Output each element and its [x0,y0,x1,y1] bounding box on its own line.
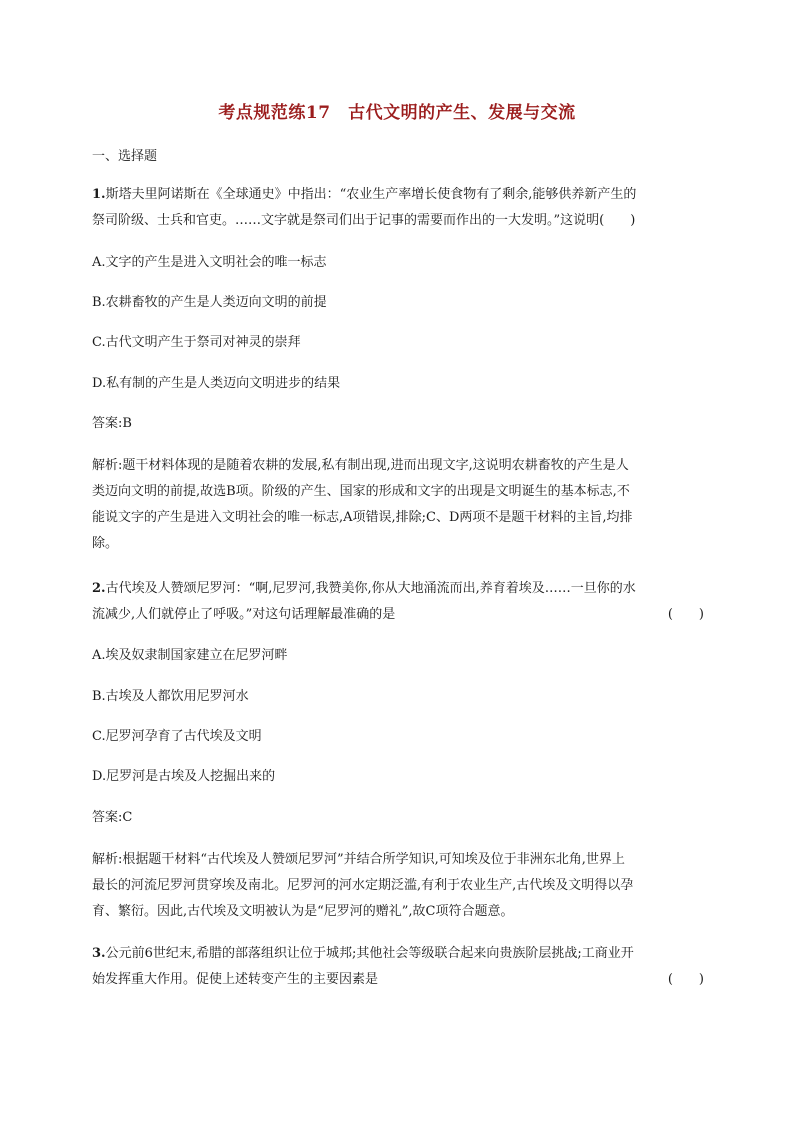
option-1c: C.古代文明产生于祭司对神灵的崇拜 [92,335,301,350]
question-1-stem-line-1: 1.斯塔夫里阿诺斯在《全球通史》中指出：“农业生产率增长使食物有了剩余,能够供养新产生的 [92,187,637,202]
option-2c: C.尼罗河孕育了古代埃及文明 [92,729,262,744]
option-1a: A.文字的产生是进入文明社会的唯一标志 [92,255,327,270]
option-1d: D.私有制的产生是人类迈向文明进步的结果 [92,376,341,391]
answer-1: 答案:B [92,416,132,431]
question-2 [92,576,704,628]
question-3-stem-line-1: 3.公元前6世纪末,希腊的部落组织让位于城邦;其他社会等级联合起来向贵族阶层挑战;工商业开 [92,946,634,961]
question-2-stem-line-1: 2.古代埃及人赞颂尼罗河：“啊,尼罗河,我赞美你,你从大地涌流而出,养育着埃及……一旦你的水 [92,581,636,596]
question-number: 2. [92,581,106,596]
answer-paren: ( ) [667,607,704,622]
question-number: 3. [92,946,106,961]
answer-2: 答案:C [92,810,133,825]
question-3 [92,941,704,993]
page-title: 考点规范练17 古代文明的产生、发展与交流 [218,103,576,123]
section-heading: 一、选择题 [92,149,158,164]
analysis-2: 解析:根据题干材料“古代埃及人赞颂尼罗河”并结合所学知识,可知埃及位于非洲东北角,世界上 最长的河流尼罗河贯穿埃及南北。尼罗河的河水定期泛滥,有利于农业生产,古代埃及文明得以孕 育、繁衍。因此,古代埃及文明被认为是“尼罗河的赠礼”,故C项符合题意。 [92,852,634,919]
option-2b: B.古埃及人都饮用尼罗河水 [92,689,249,704]
question-1 [92,182,704,234]
option-1b: B.农耕畜牧的产生是人类迈向文明的前提 [92,295,327,310]
question-number: 1. [92,187,106,202]
analysis-1: 解析:题干材料体现的是随着农耕的发展,私有制出现,进而出现文字,这说明农耕畜牧的产生是人 类迈向文明的前提,故选B项。阶级的产生、国家的形成和文字的出现是文明诞生的基本标志,不 能说文字的产生是进入文明社会的唯一标志,A项错误,排除;C、D两项不是题干材料的主旨,均排 除。 [92,458,633,551]
question-1-stem-line-2: 祭司阶级、士兵和官吏。……文字就是祭司们出于记事的需要而作出的一大发明。”这说明( ) [92,213,636,228]
option-2d: D.尼罗河是古埃及人挖掘出来的 [92,769,276,784]
answer-paren: ( ) [667,972,704,987]
option-2a: A.埃及奴隶制国家建立在尼罗河畔 [92,648,288,663]
question-3-stem-line-2: 始发挥重大作用。促使上述转变产生的主要因素是 ( ) [92,967,704,993]
question-2-stem-line-2: 流减少,人们就停止了呼吸。”对这句话理解最准确的是 ( ) [92,602,704,628]
